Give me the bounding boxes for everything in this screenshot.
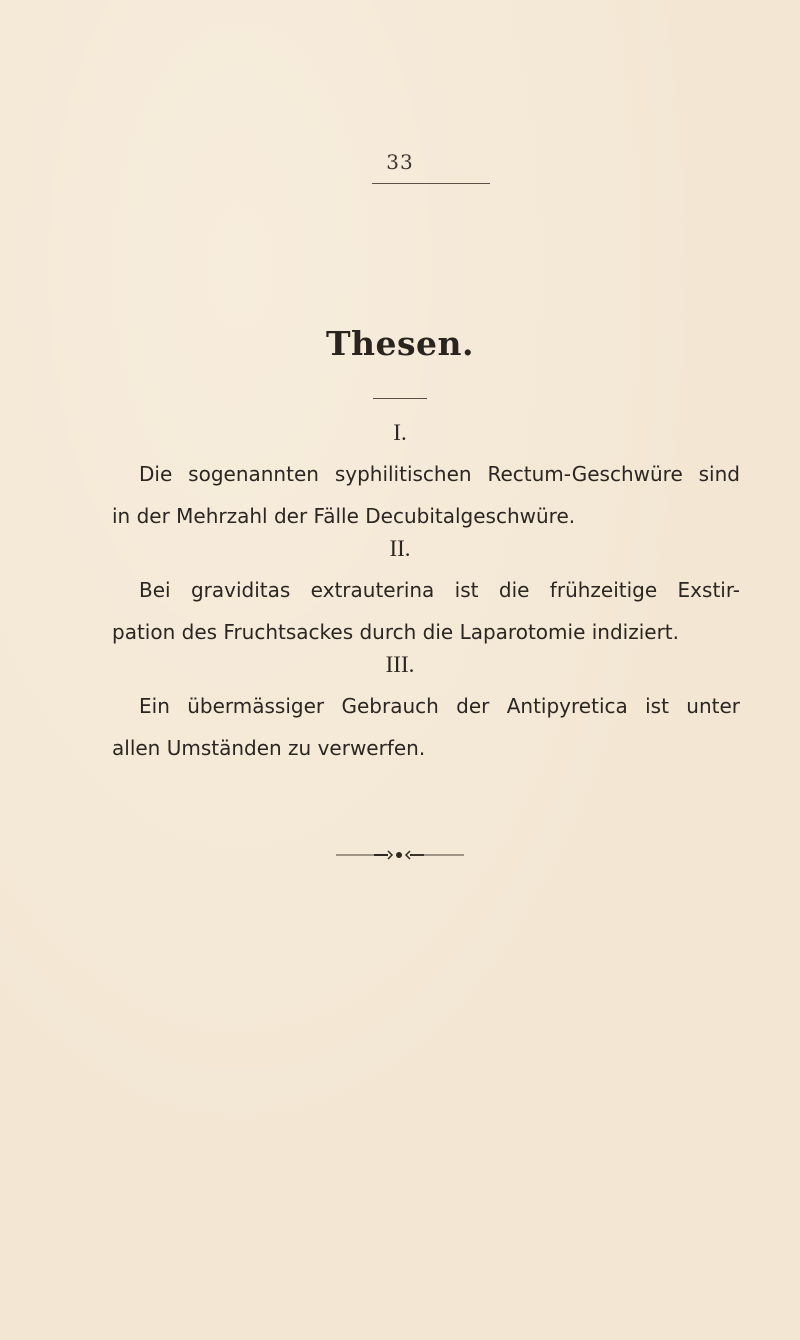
thesis-text-2	[112, 569, 740, 653]
title-rule	[373, 398, 427, 399]
thesis-3-line-2: allen Umständen zu verwerfen.	[112, 736, 426, 760]
thesis-numeral-2: II.	[389, 536, 411, 561]
ornament-divider-icon	[336, 847, 464, 863]
page-title: Thesen.	[325, 324, 475, 363]
thesis-numeral-1: I.	[393, 420, 407, 445]
thesis-numeral-3: III.	[385, 652, 415, 677]
thesis-2-line-2: pation des Fruchtsackes durch die Laparotomie indiziert.	[112, 620, 679, 644]
thesis-3-line-1: Ein übermässiger Gebrauch der Antipyretica ist unter	[139, 694, 740, 718]
page-number-rule	[372, 183, 490, 184]
thesis-1-line-1: Die sogenannten syphilitischen Rectum-Geschwüre sind	[139, 462, 740, 486]
thesis-text-1	[112, 453, 740, 537]
thesis-text-3	[112, 685, 740, 769]
thesis-1-line-2: in der Mehrzahl der Fälle Decubitalgeschwüre.	[112, 504, 576, 528]
page-number: 33	[386, 150, 414, 174]
thesis-2-line-1: Bei graviditas extrauterina ist die frühzeitige Exstir-	[139, 578, 740, 602]
